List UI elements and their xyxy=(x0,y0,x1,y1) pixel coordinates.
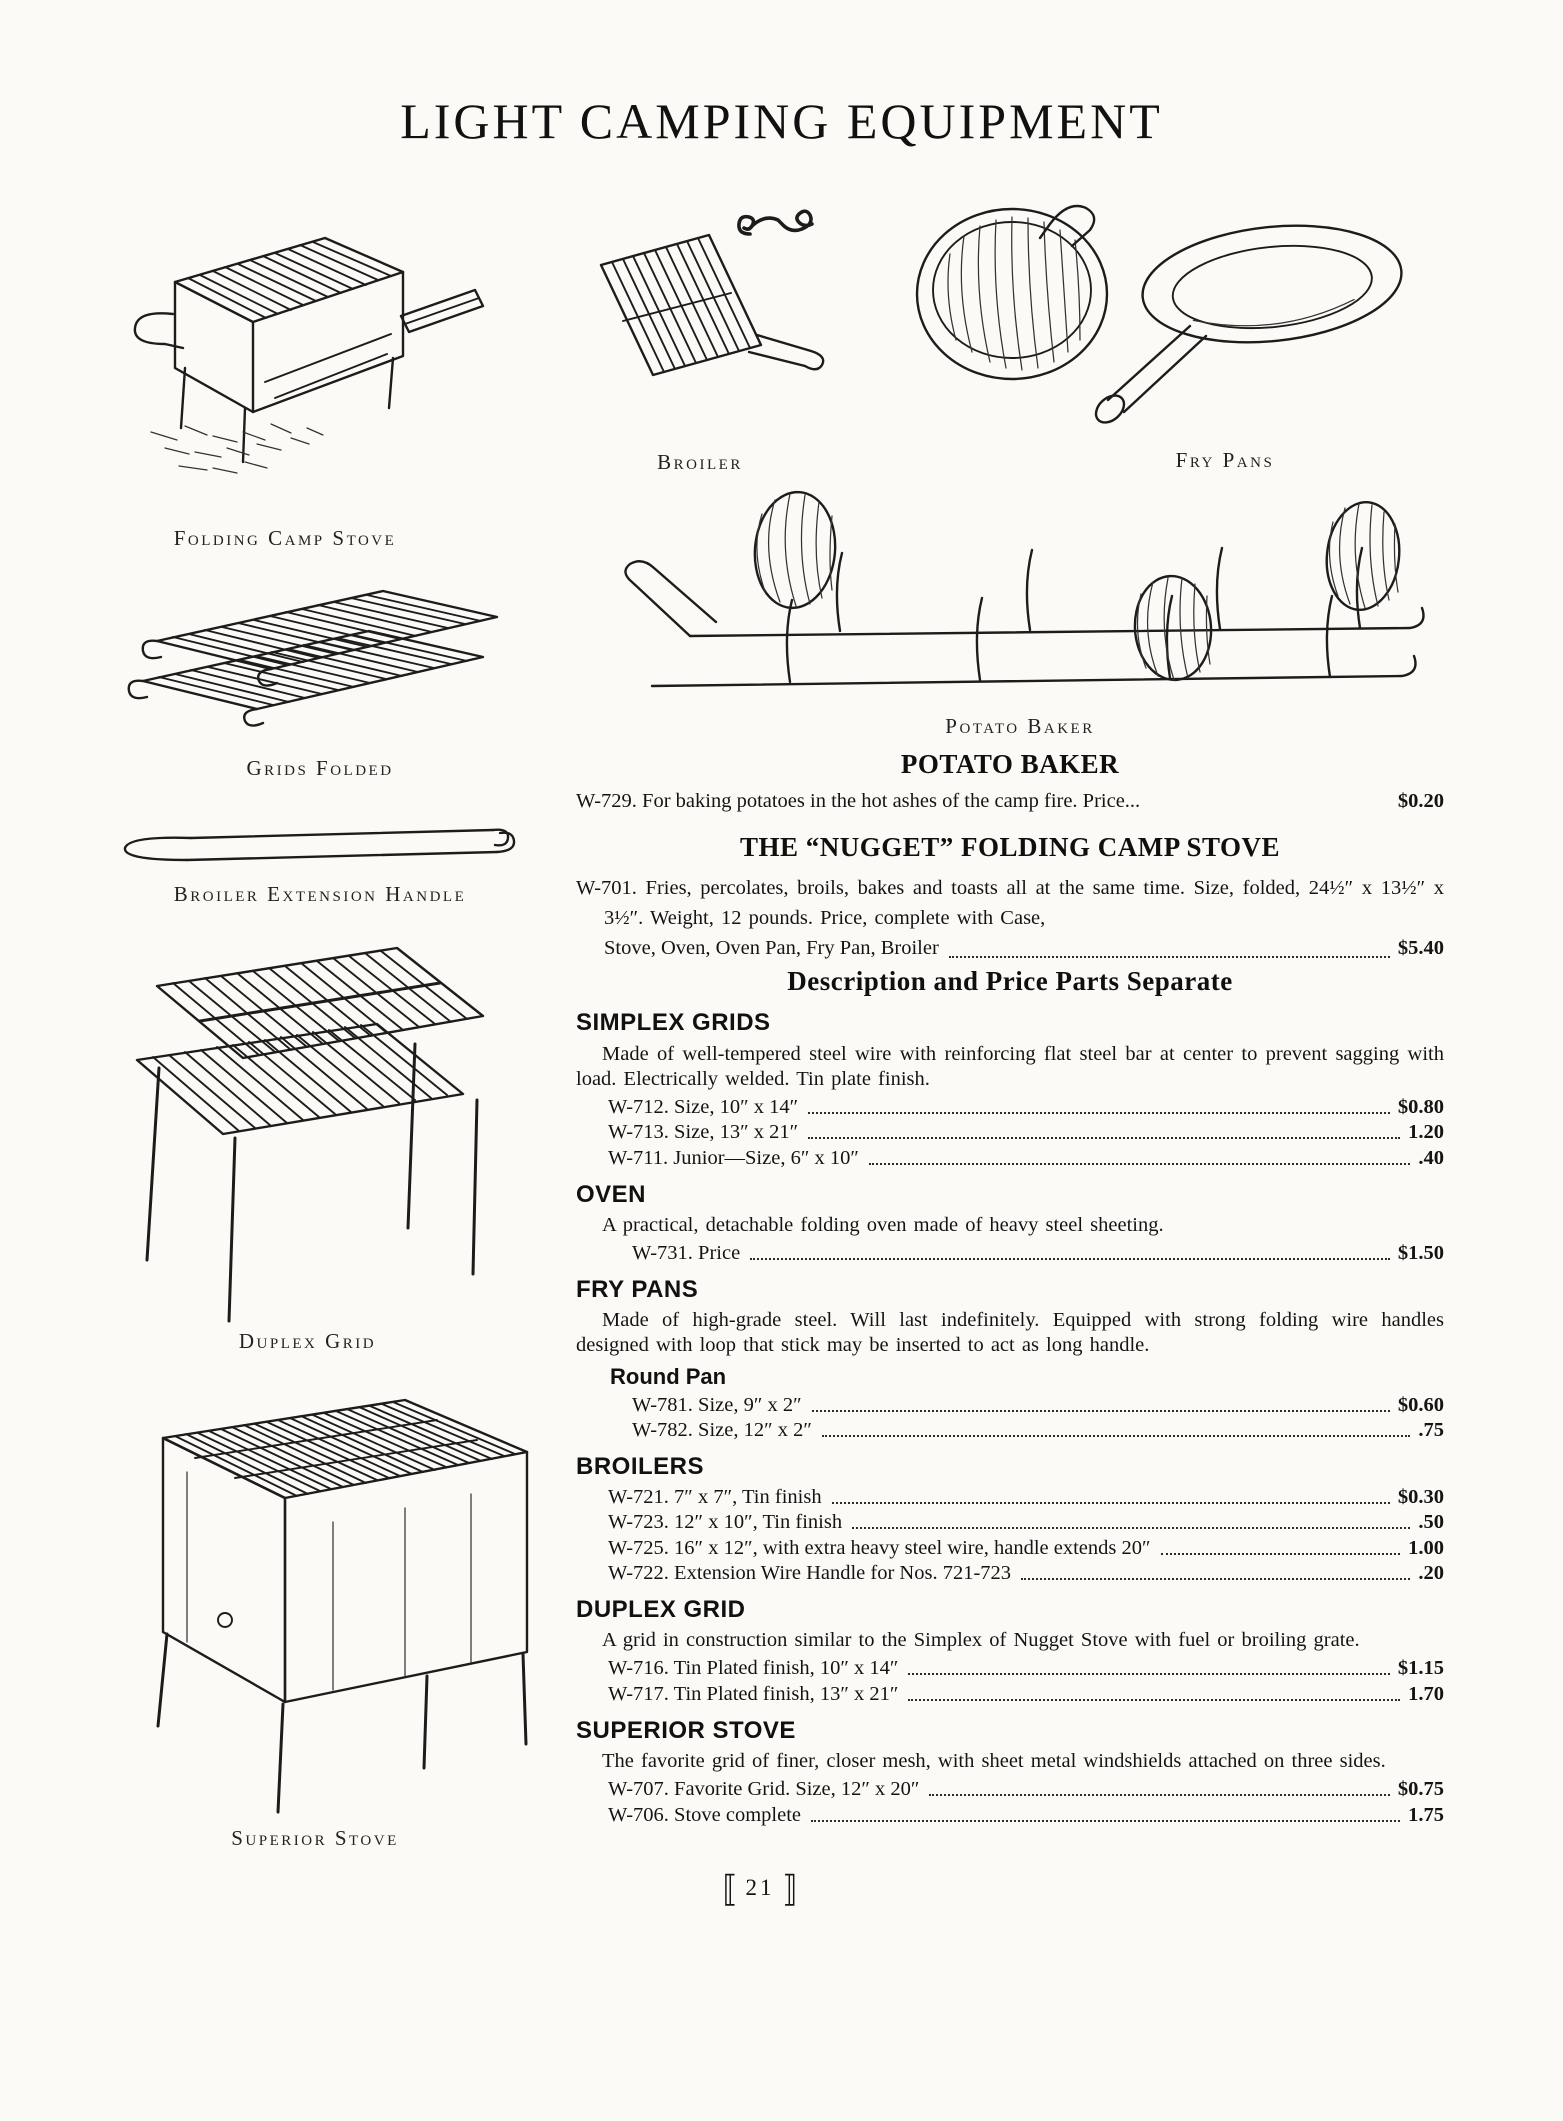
item-price: .40 xyxy=(1418,1146,1444,1169)
duplex-description: A grid in construction similar to the Simplex of Nugget Stove with fuel or broiling grate. xyxy=(602,1629,1360,1652)
figure-caption-grids-folded: Grids Folded xyxy=(246,756,394,780)
heading-broilers: BROILERS xyxy=(576,1453,705,1481)
fry-pans-illustration xyxy=(900,192,1430,432)
catalog-item-w712 xyxy=(576,1096,1444,1119)
figure-grids-folded xyxy=(115,575,525,781)
figure-caption-superior-stove: Superior Stove xyxy=(231,1826,399,1850)
figure-superior-stove xyxy=(75,1380,555,1851)
catalog-item-w781 xyxy=(576,1394,1444,1417)
item-price: 1.20 xyxy=(1408,1121,1444,1144)
item-price: $5.40 xyxy=(1397,936,1444,959)
item-price: 1.75 xyxy=(1408,1803,1444,1826)
superior-stove-illustration xyxy=(75,1380,555,1820)
catalog-item-w713 xyxy=(576,1121,1444,1144)
page-title: LIGHT CAMPING EQUIPMENT xyxy=(400,93,1163,149)
nugget-description: W-701. Fries, percolates, broils, bakes and toasts all at the same time. Size, folded, 24½″ x 13½″ x 3½″. Weight, 12 pounds. Price, complete with Case, xyxy=(576,876,1444,929)
page-number xyxy=(640,1868,880,1911)
item-label: W-721. 7″ x 7″, Tin finish xyxy=(608,1485,822,1508)
item-label: W-781. Size, 9″ x 2″ xyxy=(632,1393,802,1416)
superior-description: The favorite grid of finer, closer mesh, with sheet metal windshields attached on three sides. xyxy=(602,1750,1386,1773)
item-label: W-729. For baking potatoes in the hot ashes of the camp fire. Price... xyxy=(576,789,1141,812)
page-number-value: 21 xyxy=(745,1875,775,1900)
section-heading-nugget-stove: THE “NUGGET” FOLDING CAMP STOVE xyxy=(739,831,1281,862)
dot-leader xyxy=(808,1112,1390,1114)
section-fry-pans xyxy=(576,1275,1444,1443)
item-label: W-712. Size, 10″ x 14″ xyxy=(608,1095,799,1118)
grids-folded-illustration xyxy=(115,575,525,750)
section-simplex-grids xyxy=(576,1008,1444,1169)
catalog-item-w722 xyxy=(576,1562,1444,1585)
dot-leader xyxy=(832,1502,1390,1504)
dot-leader xyxy=(750,1258,1390,1260)
section-superior-stove xyxy=(576,1716,1444,1827)
heading-simplex-grids: SIMPLEX GRIDS xyxy=(576,1009,771,1037)
item-label: W-711. Junior—Size, 6″ x 10″ xyxy=(608,1146,859,1169)
item-price: .50 xyxy=(1418,1511,1444,1534)
catalog-item-w721 xyxy=(576,1486,1444,1509)
item-price: .75 xyxy=(1418,1419,1444,1442)
item-label: W-706. Stove complete xyxy=(608,1803,801,1826)
item-price: $0.75 xyxy=(1397,1778,1444,1801)
item-price: $0.20 xyxy=(1397,789,1444,812)
oven-description: A practical, detachable folding oven made of heavy steel sheeting. xyxy=(602,1213,1164,1236)
section-heading-parts: Description and Price Parts Separate xyxy=(787,965,1233,996)
item-price: .20 xyxy=(1418,1562,1444,1585)
catalog-text-column xyxy=(576,748,1444,1835)
broiler-extension-handle-illustration xyxy=(95,818,545,876)
dot-leader xyxy=(811,1820,1400,1822)
catalog-item-w723 xyxy=(576,1511,1444,1534)
item-price: 1.70 xyxy=(1408,1682,1444,1705)
dot-leader xyxy=(908,1699,1400,1701)
figure-caption-fry-pans: Fry Pans xyxy=(1175,448,1275,472)
item-label: W-722. Extension Wire Handle for Nos. 721-723 xyxy=(608,1562,1012,1585)
item-price: 1.00 xyxy=(1408,1536,1444,1559)
figure-broiler xyxy=(565,225,835,475)
item-price: $1.50 xyxy=(1397,1241,1444,1264)
dot-leader xyxy=(1161,1553,1401,1555)
catalog-item-w711 xyxy=(576,1147,1444,1170)
heading-duplex-grid: DUPLEX GRID xyxy=(576,1596,746,1624)
item-label: W-707. Favorite Grid. Size, 12″ x 20″ xyxy=(608,1778,920,1801)
item-label: W-723. 12″ x 10″, Tin finish xyxy=(608,1511,843,1534)
dot-leader xyxy=(808,1137,1400,1139)
item-label: Stove, Oven, Oven Pan, Fry Pan, Broiler xyxy=(604,936,939,959)
page-number-right-bracket: ⟧ xyxy=(782,1868,798,1911)
catalog-item-w717 xyxy=(576,1683,1444,1706)
dot-leader xyxy=(949,956,1390,958)
catalog-item-w725 xyxy=(576,1537,1444,1560)
dot-leader xyxy=(1021,1578,1410,1580)
catalog-item-w782 xyxy=(576,1419,1444,1442)
catalog-item-w706 xyxy=(576,1804,1444,1827)
dot-leader xyxy=(869,1163,1410,1165)
dot-leader xyxy=(812,1410,1390,1412)
folding-camp-stove-illustration xyxy=(85,220,485,520)
figure-broiler-extension-handle xyxy=(95,818,545,907)
section-broilers xyxy=(576,1452,1444,1585)
catalog-item-w701 xyxy=(576,933,1444,963)
duplex-grid-illustration xyxy=(85,928,530,1323)
item-label: W-716. Tin Plated finish, 10″ x 14″ xyxy=(608,1657,899,1680)
item-label: W-717. Tin Plated finish, 13″ x 21″ xyxy=(608,1682,899,1705)
figure-caption-folding-camp-stove: Folding Camp Stove xyxy=(173,526,397,550)
figure-folding-camp-stove xyxy=(85,220,485,551)
item-label: W-725. 16″ x 12″, with extra heavy steel wire, handle extends 20″ xyxy=(608,1536,1151,1559)
figure-caption-duplex-grid: Duplex Grid xyxy=(238,1329,377,1353)
page-number-left-bracket: ⟦ xyxy=(722,1868,738,1911)
figure-caption-broiler: Broiler xyxy=(657,450,743,474)
item-price: $0.80 xyxy=(1397,1095,1444,1118)
section-oven xyxy=(576,1180,1444,1265)
item-price: $0.30 xyxy=(1397,1485,1444,1508)
broiler-illustration xyxy=(565,225,835,440)
catalog-item-w716 xyxy=(576,1657,1444,1680)
item-label: W-713. Size, 13″ x 21″ xyxy=(608,1121,799,1144)
item-label: W-731. Price xyxy=(632,1241,741,1264)
catalog-item-w729 xyxy=(576,790,1444,813)
simplex-description: Made of well-tempered steel wire with reinforcing flat steel bar at center to prevent sagging with load. Electrically welded. Tin plate finish. xyxy=(576,1042,1444,1090)
fry-pans-description: Made of high-grade steel. Will last indefinitely. Equipped with strong folding wire handles designed with loop that stick may be inserted to act as long handle. xyxy=(576,1309,1444,1357)
heading-fry-pans: FRY PANS xyxy=(576,1275,699,1303)
dot-leader xyxy=(822,1435,1410,1437)
dot-leader xyxy=(852,1527,1410,1529)
figure-caption-broiler-extension-handle: Broiler Extension Handle xyxy=(173,882,467,906)
heading-oven: OVEN xyxy=(576,1180,647,1208)
item-price: $0.60 xyxy=(1397,1393,1444,1416)
section-duplex-grid xyxy=(576,1595,1444,1706)
heading-superior-stove: SUPERIOR STOVE xyxy=(576,1716,796,1744)
figure-fry-pans xyxy=(900,192,1430,473)
figure-duplex-grid xyxy=(85,928,530,1354)
figure-potato-baker xyxy=(590,478,1450,739)
section-heading-potato-baker: POTATO BAKER xyxy=(900,749,1120,779)
dot-leader xyxy=(908,1673,1389,1675)
item-price: $1.15 xyxy=(1397,1657,1444,1680)
figure-caption-potato-baker: Potato Baker xyxy=(945,714,1095,738)
item-label: W-782. Size, 12″ x 2″ xyxy=(632,1419,812,1442)
catalog-item-w731 xyxy=(576,1242,1444,1265)
dot-leader xyxy=(929,1794,1389,1796)
potato-baker-illustration xyxy=(590,478,1450,708)
catalog-item-w707 xyxy=(576,1778,1444,1801)
subheading-round-pan: Round Pan xyxy=(610,1364,727,1390)
